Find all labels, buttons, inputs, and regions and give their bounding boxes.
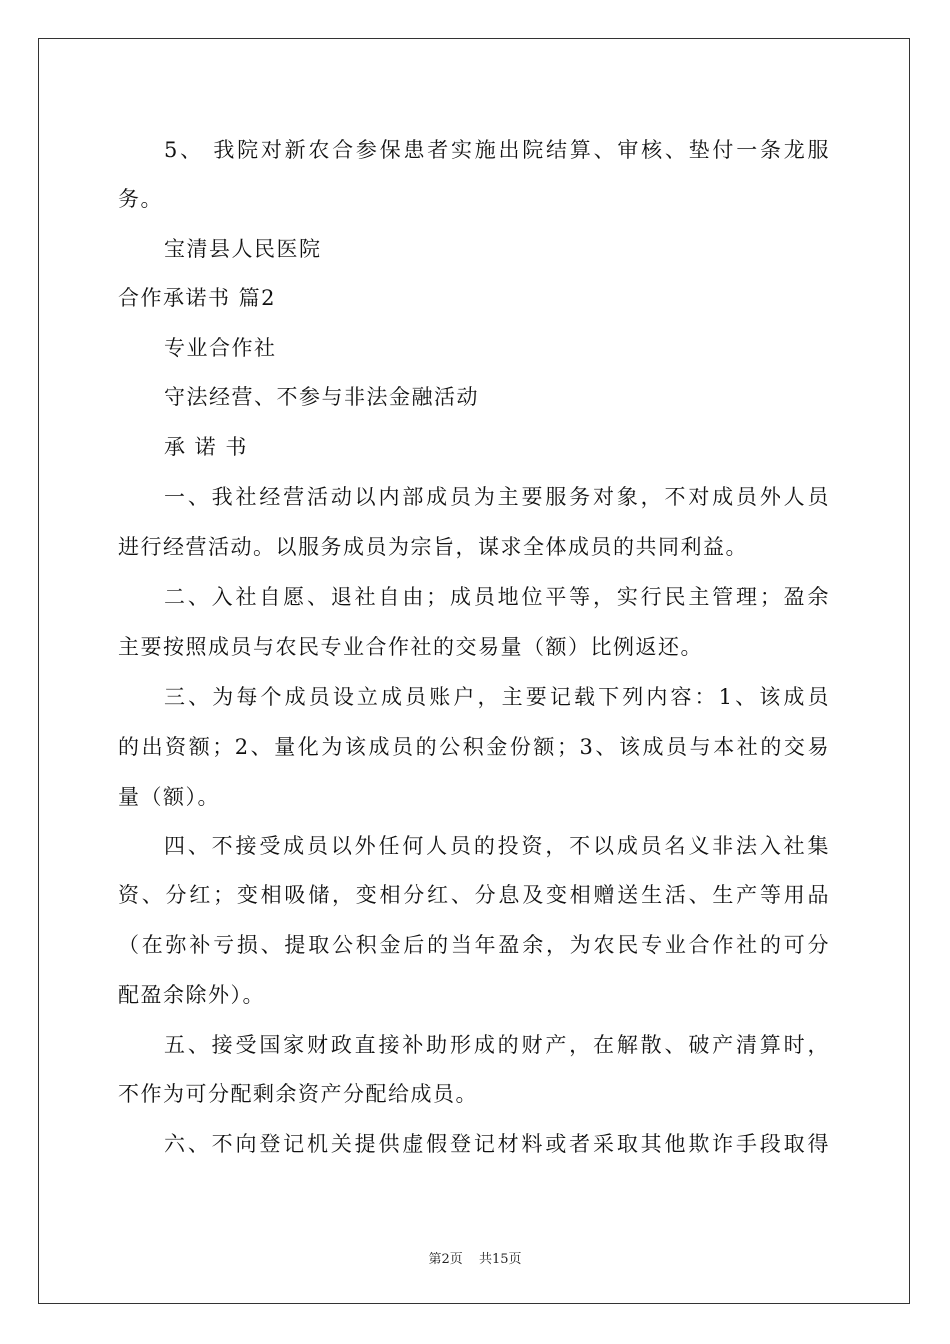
text-line: 不作为可分配剩余资产分配给成员。 [118, 1082, 478, 1106]
page-number: 第2页 [428, 1252, 463, 1267]
text-line: 四、不接受成员以外任何人员的投资，不以成员名义非法入社集 [164, 834, 830, 858]
text-line: 配盈余除外）。 [118, 983, 265, 1007]
text-line: 务。 [118, 187, 163, 211]
text-line: 专业合作社 [164, 336, 277, 360]
text-line: 进行经营活动。以服务成员为宗旨，谋求全体成员的共同利益。 [118, 535, 748, 559]
page-footer [0, 1248, 950, 1267]
text-line: （在弥补亏损、提取公积金后的当年盈余，为农民专业合作社的可分 [118, 933, 830, 957]
text-line: 一、我社经营活动以内部成员为主要服务对象，不对成员外人员 [164, 485, 830, 509]
text-line: 六、不向登记机关提供虚假登记材料或者采取其他欺诈手段取得 [164, 1132, 830, 1156]
text-line: 5、 我院对新农合参保患者实施出院结算、审核、垫付一条龙服 [164, 138, 830, 162]
text-line: 的出资额；2、量化为该成员的公积金份额；3、该成员与本社的交易 [118, 735, 830, 759]
document-title: 承 诺 书 [164, 435, 248, 459]
text-line: 五、接受国家财政直接补助形成的财产，在解散、破产清算时， [164, 1033, 830, 1057]
text-line: 资、分红；变相吸储，变相分红、分息及变相赠送生活、生产等用品 [118, 883, 830, 907]
section-heading: 合作承诺书 篇2 [118, 286, 277, 310]
text-line: 主要按照成员与农民专业合作社的交易量（额）比例返还。 [118, 635, 703, 659]
text-line: 量（额）。 [118, 785, 220, 809]
text-line: 二、入社自愿、退社自由；成员地位平等，实行民主管理；盈余 [164, 585, 830, 609]
page-border [38, 38, 910, 1304]
text-line: 三、为每个成员设立成员账户，主要记载下列内容：1、该成员 [164, 685, 830, 709]
text-line: 守法经营、不参与非法金融活动 [164, 385, 479, 409]
signature-line: 宝清县人民医院 [164, 237, 322, 261]
page-total: 共15页 [478, 1252, 522, 1267]
